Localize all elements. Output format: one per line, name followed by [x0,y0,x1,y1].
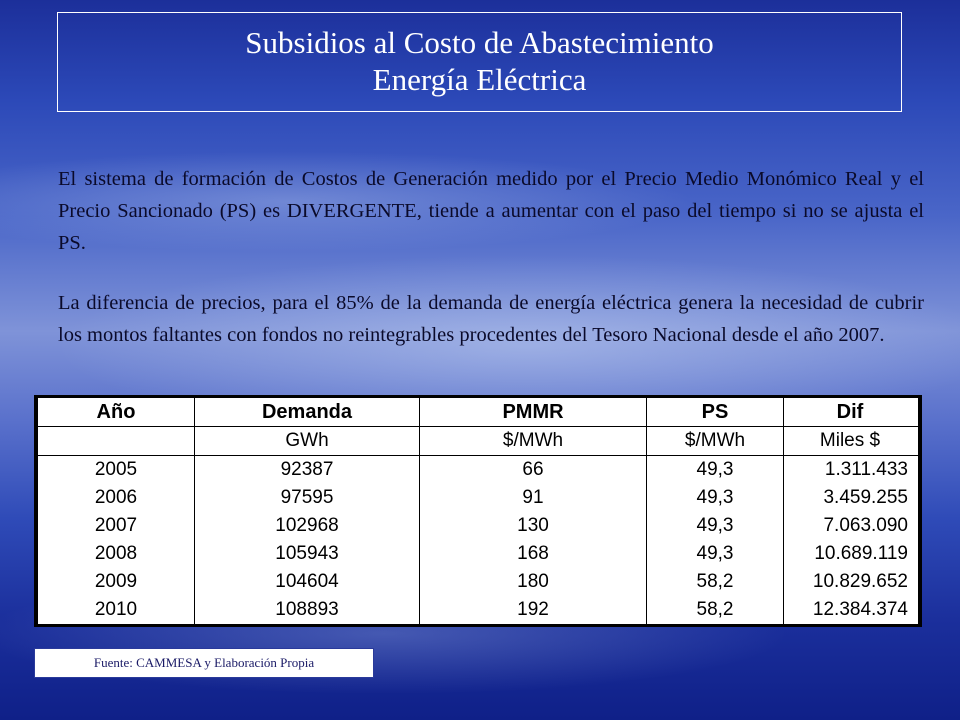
header-year: Año [38,398,195,427]
source-note: Fuente: CAMMESA y Elaboración Propia [34,648,374,678]
cell-year: 2007 [38,512,195,540]
cell-ps: 49,3 [647,484,784,512]
header-demand: Demanda [195,398,420,427]
cell-pmmr: 192 [420,596,647,624]
cell-dif: 3.459.255 [784,484,919,512]
header-ps: PS [647,398,784,427]
cell-ps: 49,3 [647,456,784,485]
paragraph-1: El sistema de formación de Costos de Generación medido por el Precio Medio Monómico Real y el Precio Sancionado (PS) es DIVERGENTE, tiende a aumentar con el paso del tiempo si no se ajusta el PS. [58,167,924,254]
cell-ps: 58,2 [647,596,784,624]
paragraph-2: La diferencia de precios, para el 85% de la demanda de energía eléctrica genera la necesidad de cubrir los montos faltantes con fondos no reintegrables procedentes del Tesoro Nacional desde el año 2007. [58,291,924,346]
table-units-row [38,427,919,456]
cell-demand: 97595 [195,484,420,512]
table-row [38,456,919,485]
cell-pmmr: 168 [420,540,647,568]
header-pmmr: PMMR [420,398,647,427]
cell-demand: 108893 [195,596,420,624]
page-title: Subsidios al Costo de Abastecimiento [245,25,714,60]
cell-pmmr: 66 [420,456,647,485]
table-row [38,540,919,568]
unit-pmmr: $/MWh [420,427,647,456]
page-subtitle: Energía Eléctrica [372,62,587,97]
cell-dif: 7.063.090 [784,512,919,540]
table-header-row [38,398,919,427]
cell-pmmr: 130 [420,512,647,540]
cell-dif: 12.384.374 [784,596,919,624]
cell-pmmr: 91 [420,484,647,512]
header-dif: Dif [784,398,919,427]
cell-demand: 102968 [195,512,420,540]
title-box [57,12,902,112]
cell-ps: 49,3 [647,540,784,568]
cell-pmmr: 180 [420,568,647,596]
table-row [38,596,919,624]
table-row [38,568,919,596]
cell-dif: 10.829.652 [784,568,919,596]
cell-year: 2008 [38,540,195,568]
unit-ps: $/MWh [647,427,784,456]
data-table [37,398,919,624]
unit-year [38,427,195,456]
cell-ps: 49,3 [647,512,784,540]
cell-demand: 92387 [195,456,420,485]
cell-year: 2006 [38,484,195,512]
cell-dif: 10.689.119 [784,540,919,568]
cell-demand: 104604 [195,568,420,596]
cell-ps: 58,2 [647,568,784,596]
unit-demand: GWh [195,427,420,456]
data-table-frame [34,395,922,627]
cell-year: 2010 [38,596,195,624]
cell-year: 2009 [38,568,195,596]
unit-dif: Miles $ [784,427,919,456]
table-row [38,484,919,512]
cell-dif: 1.311.433 [784,456,919,485]
table-row [38,512,919,540]
cell-year: 2005 [38,456,195,485]
cell-demand: 105943 [195,540,420,568]
